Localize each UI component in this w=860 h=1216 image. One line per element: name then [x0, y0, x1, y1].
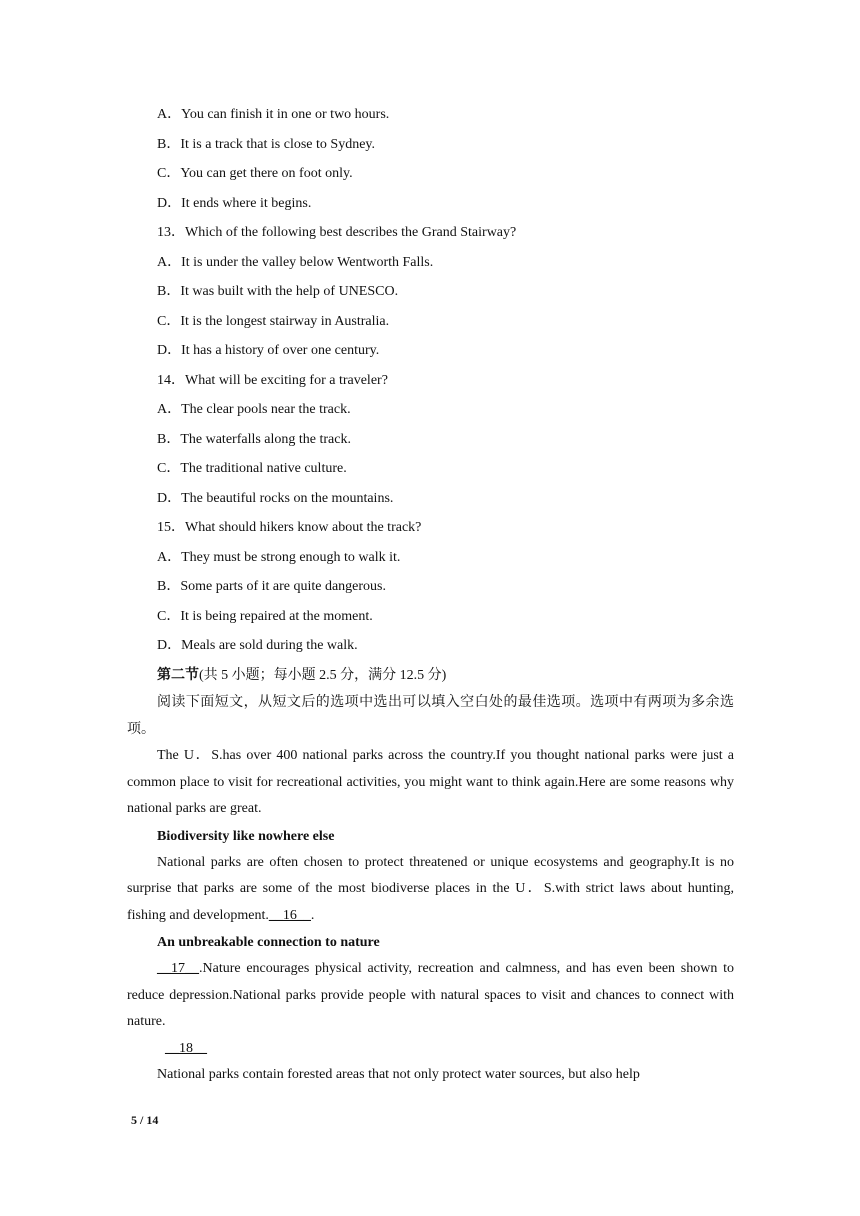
q12-option-a: A．You can finish it in one or two hours. [157, 107, 390, 122]
page-number: 5 / 14 [131, 1113, 159, 1127]
document-page [127, 100, 734, 1089]
blank-18: __18__ [165, 1040, 207, 1056]
blank-16: __16__ [268, 907, 311, 923]
q15-option-d: D．Meals are sold during the walk. [157, 638, 358, 653]
section-2-title [127, 661, 734, 691]
passage-paragraph-1 [127, 850, 734, 930]
section-2-instruction: 阅读下面短文，从短文后的选项中选出可以填入空白处的最佳选项。选项中有两项为多余选项。 [127, 695, 734, 737]
q14-option-a: A．The clear pools near the track. [157, 402, 351, 417]
q13-option-d: D．It has a history of over one century. [157, 343, 380, 358]
passage-intro: The U．S.has over 400 national parks across the country.If you thought national parks were just a common place to visit for recreational activities, you might want to think again.Here are some reasons why national parks are great. [127, 748, 734, 816]
q12-option-b: B．It is a track that is close to Sydney. [157, 136, 375, 152]
blank-18-line [127, 1036, 734, 1063]
section-2-title-rest: (共 5 小题；每小题 2.5 分，满分 12.5 分) [199, 667, 447, 683]
q14-option-c: C．The traditional native culture. [157, 461, 347, 476]
q13-stem: 13．Which of the following best describes the Grand Stairway? [157, 225, 517, 240]
q13-option-a: A．It is under the valley below Wentworth Falls. [157, 254, 434, 270]
section-2-title-bold: 第二节 [157, 667, 199, 683]
q13-option-c: C．It is the longest stairway in Australia. [157, 313, 390, 329]
question-15 [127, 513, 734, 661]
q12-option-d: D．It ends where it begins. [157, 195, 312, 211]
passage-paragraph-2-text: .Nature encourages physical activity, recreation and calmness, and has even been shown to reduce depression.National parks provide people with natural spaces to visit and chances to connect with nature. [127, 961, 734, 1029]
q12-option-c: C．You can get there on foot only. [157, 166, 353, 181]
q14-stem: 14．What will be exciting for a traveler? [157, 372, 388, 388]
blank-17: __17__ [157, 961, 199, 976]
q14-option-d: D．The beautiful rocks on the mountains. [157, 490, 394, 506]
question-12-options [127, 100, 734, 218]
question-14 [127, 366, 734, 514]
q13-option-b: B．It was built with the help of UNESCO. [157, 284, 399, 299]
passage-paragraph-1-end: . [310, 907, 315, 923]
question-13 [127, 218, 734, 366]
passage-paragraph-1-text: National parks are often chosen to protect threatened or unique ecosystems and geography.It is no surprise that parks are some of the most biodiverse places in the U．S.with strict laws about hunting, fishing and development. [127, 854, 734, 923]
passage-paragraph-3: National parks contain forested areas that not only protect water sources, but also help [157, 1067, 640, 1082]
q15-option-c: C．It is being repaired at the moment. [157, 608, 373, 624]
passage-paragraph-2 [127, 956, 734, 1036]
passage-heading-2: An unbreakable connection to nature [157, 935, 380, 950]
passage-heading-1: Biodiversity like nowhere else [157, 828, 335, 844]
q14-option-b: B．The waterfalls along the track. [157, 431, 351, 447]
q15-option-a: A．They must be strong enough to walk it. [157, 549, 401, 565]
q15-option-b: B．Some parts of it are quite dangerous. [157, 579, 387, 594]
q15-stem: 15．What should hikers know about the track? [157, 520, 422, 535]
